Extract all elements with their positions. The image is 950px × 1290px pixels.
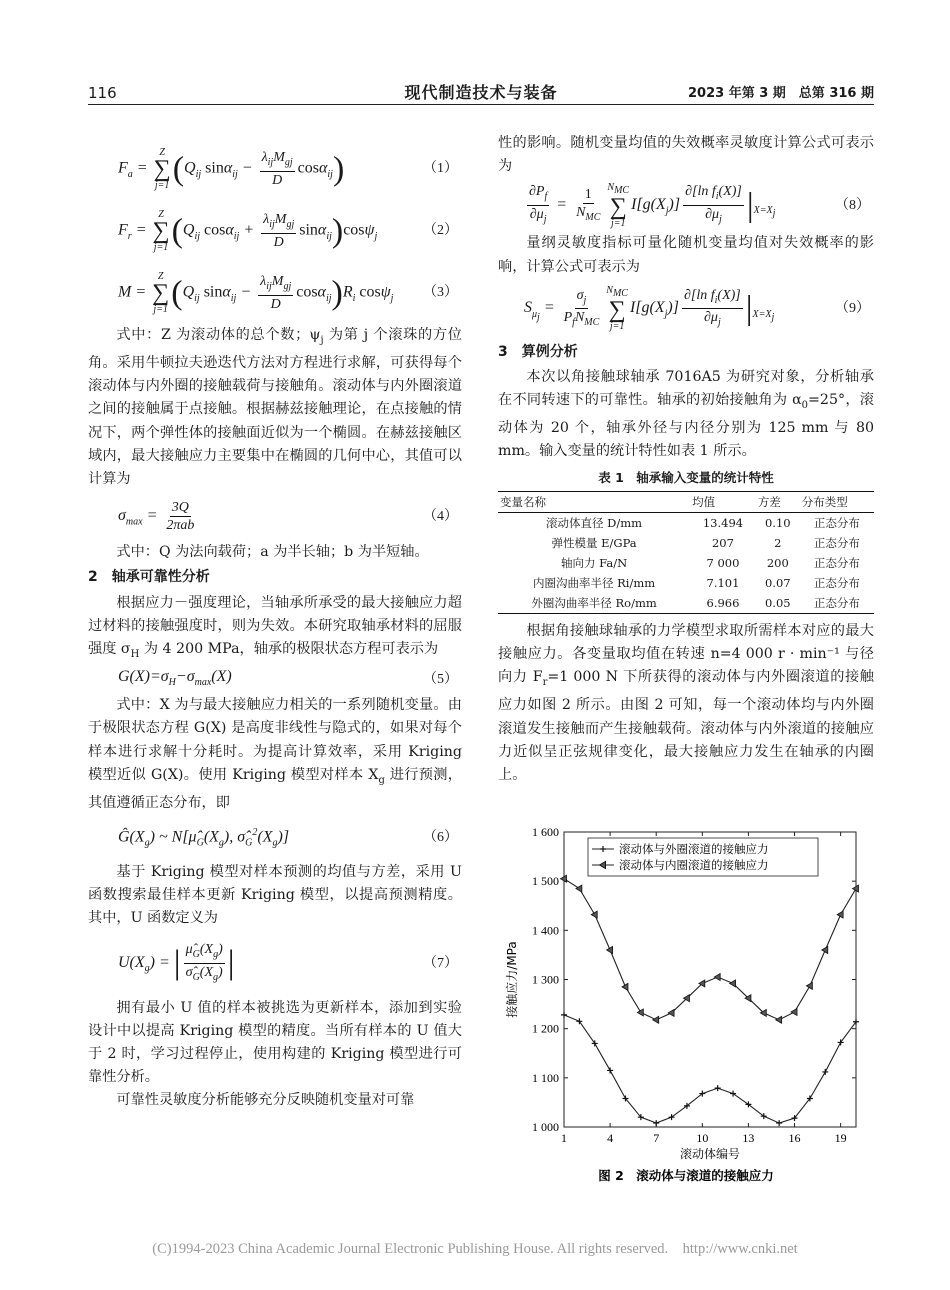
eq-number: （2）	[423, 223, 458, 239]
data-point	[715, 1085, 721, 1091]
data-point	[668, 1009, 674, 1016]
page-number: 116	[88, 84, 117, 102]
y-axis-label: 接触应力/MPa	[505, 941, 519, 1018]
equation-3: M = Z ∑ j=1 ($Q_{ij}$ sinα$_{ij}$ − $\frac{\lambda_{ij}M_{gj}}{D}$ $\cos\alpha_{ij})R_i$ cosψ$_j$ （3）	[118, 271, 458, 315]
left-column	[88, 138, 462, 1113]
paragraph: 式中：X 为与最大接触应力相关的一系列随机变量。由于极限状态方程 G(X) 是高度非线性与隐式的，如果对每个样本进行求解十分耗时。为提高计算效率，采用 Kriging 模型近似 G(X)。使用 Kriging 模型对样本 $X_g$ 进行预测，其值遵循正态分布，即	[88, 697, 462, 811]
x-axis-label: 滚动体编号	[679, 1147, 741, 1161]
x-tick-label: 10	[696, 1131, 709, 1145]
equation-5: $G(X)=\sigma_H-\sigma_{max}(X)$ （5）	[88, 666, 462, 694]
figure-caption: 图 2 滚动体与滚道的接触应力	[598, 1168, 774, 1183]
paragraph: 可靠性灵敏度分析能够充分反映随机变量对可靠	[116, 1092, 415, 1109]
data-point	[730, 980, 736, 987]
table-row: 弹性模量 E/GPa 207 2 正态分布	[551, 535, 860, 550]
eq-number: （7）	[423, 955, 458, 971]
y-tick-label: 1 500	[532, 874, 559, 889]
y-tick-label: 1 100	[532, 1070, 559, 1085]
table-header: 分布类型	[800, 491, 874, 512]
equation-1: $F_a$ = Z ∑ j=1 ($Q_{ij}$ sinα$_{ij}$ − $\frac{\lambda_{ij}M_{gj}}{D}$ cosα$_{ij}$) （1）	[118, 147, 458, 191]
eq-number: （4）	[423, 508, 458, 524]
y-tick-label: 1 400	[532, 923, 559, 938]
table-row: 滚动体直径 D/mm 13.494 0.10 正态分布	[546, 515, 860, 530]
equation-4: $\sigma_{max}$ = $\frac{3Q}{\text{2πab}}$ （4）	[118, 499, 458, 533]
eq-number: （9）	[835, 301, 870, 317]
paragraph: 量纲灵敏度指标可量化随机变量均值对失效概率的影响，计算公式可表示为	[498, 235, 874, 275]
eq-number: （6）	[423, 830, 458, 846]
x-tick-label: 4	[607, 1131, 614, 1145]
eq-number: （8）	[835, 197, 870, 213]
paragraph: 式中：Z 为滚动体的总个数；$\psi_j$ 为第 j 个滚珠的方位角。采用牛顿拉夫逊迭代方法对方程进行求解，可获得每个滚动体与内外圈的接触载荷与接触角。滚动体与内外圈滚道之间的接触属于点接触。根据赫兹接触理论，在点接触的情况下，两个弹性体的接触面近似为一个椭圆。在赫兹接触区域内，最大接触应力主要集中在椭圆的几何中心，其值可以计算为	[88, 327, 462, 488]
eq-number: （1）	[423, 161, 458, 177]
equation-7: $U(X_g)$ = | $\frac{\mû_G(X_g)}{\sigmâ_G(X_g)}$ | （7）	[118, 942, 458, 983]
x-tick-label: 16	[788, 1131, 801, 1145]
table-row: 内圈沟曲率半径 Ri/mm 7.101 0.07 正态分布	[532, 575, 860, 590]
eq-number: （3）	[423, 285, 458, 301]
x-tick-label: 7	[653, 1131, 660, 1145]
data-point	[776, 1016, 782, 1023]
x-tick-label: 1	[561, 1131, 567, 1145]
table-1	[498, 491, 874, 614]
data-point	[653, 1016, 659, 1023]
table-header: 变量名称	[498, 491, 690, 512]
data-point	[637, 1009, 643, 1016]
journal-title: 现代制造技术与装备	[404, 83, 558, 102]
x-tick-label: 19	[834, 1131, 847, 1145]
equation-6: $Ĝ(X_g)$ ~ $N[\mû_G(X_g)$, $\sigmâ_G^2(X_g)$] （6）	[118, 827, 458, 849]
data-point	[561, 1012, 567, 1018]
legend-label: 滚动体与外圈滚道的接触应力	[619, 842, 769, 856]
equation-8: $\frac{\partial P_f}{\partial\mu_j}$ = $\frac{1}{N_{MC}}$ $N_{MC}$ ∑ j=1 $I[g(X_j)]$ $\frac{\partial[\ln f_i(X)]}{\partial\mu_j}$ $|_{X=X_j}$ （8）	[529, 181, 870, 229]
paragraph: 本次以角接触球轴承 7016A5 为研究对象，分析轴承在不同转速下的可靠性。轴承的初始接触角为 $\alpha_0=25^\circ$，滚动体为 20 个，轴承外径与内径分别为 125 mm 与 80 mm。输入变量的统计特性如表 1 所示。	[498, 369, 874, 460]
paragraph: 根据角接触球轴承的力学模型求取所需样本对应的最大接触应力。各变量取均值在转速 n=4 000 r · min⁻¹ 与径向力 $F_r=1$ 000 N 下所获得的滚动体与内外圈滚道的接触应力如图 2 所示。由图 2 可知，每一个滚动体均与内外圈滚道发生接触而产生接触载荷。滚动体与内外滚道的接触应力近似呈正弦规律变化，最大接触应力发生在轴承的内圈上。	[498, 622, 874, 783]
series-line-1	[564, 1015, 856, 1123]
paragraph: 式中：Q 为法向载荷；a 为半长轴；b 为半短轴。	[116, 544, 429, 561]
table-header: 均值	[690, 491, 756, 512]
data-point	[607, 1067, 613, 1073]
data-point	[714, 974, 720, 981]
data-point	[576, 885, 582, 892]
page-header	[88, 78, 874, 105]
paragraph: 根据应力－强度理论，当轴承所承受的最大接触应力超过材料的接触强度时，则为失效。本研究取轴承材料的屈服强度 $\sigma_H$ 为 4 200 MPa，轴承的极限状态方程可表示为	[88, 594, 462, 660]
data-point	[653, 1120, 659, 1126]
table-row: 外圈沟曲率半径 Ro/mm 6.966 0.05 正态分布	[498, 593, 874, 614]
y-tick-label: 1 600	[532, 825, 559, 839]
data-point	[791, 1008, 797, 1015]
section-heading: 3 算例分析	[498, 343, 578, 360]
figure-2-chart	[498, 820, 874, 1190]
paragraph: 性的影响。随机变量均值的失效概率灵敏度计算公式可表示为	[498, 135, 874, 175]
x-tick-label: 13	[742, 1131, 755, 1145]
y-tick-label: 1 300	[532, 972, 559, 987]
data-point	[806, 982, 812, 989]
paragraph: 基于 Kriging 模型对样本预测的均值与方差，采用 U 函数搜索最佳样本更新 Kriging 模型，以提高预测精度。其中，U 函数定义为	[88, 863, 462, 927]
data-point	[776, 1120, 782, 1126]
table-caption: 表 1 轴承输入变量的统计特性	[598, 469, 774, 485]
y-tick-label: 1 200	[532, 1021, 559, 1036]
eq-number: （5）	[423, 672, 458, 688]
data-point	[822, 1069, 828, 1075]
section-heading: 2 轴承可靠性分析	[88, 569, 210, 586]
equation-2: $F_r$ = Z ∑ j=1 ($Q_{ij}$ cosα$_{ij}$ + $\frac{\lambda_{ij}M_{gj}}{D}$ sinα$_{ij}$)cosψ$_j$ （2）	[118, 209, 458, 253]
equation-9: $S_{\mu_j}$ = $\frac{\sigma_j}{P_fN_{MC}}$ $N_{MC}$ ∑ j=1 $I[g(X_j)]$ $\frac{\partial[\ln f_i(X)]}{\partial\mu_j}$ $|_{X=X_j}$ （9）	[524, 285, 870, 333]
y-tick-label: 1 000	[532, 1120, 559, 1134]
table-row: 轴向力 Fa/N 7 000 200 正态分布	[560, 555, 860, 570]
legend-label: 滚动体与内圈滚道的接触应力	[619, 858, 769, 872]
data-point	[591, 911, 597, 918]
right-column	[498, 132, 874, 787]
table-header: 方差	[756, 491, 800, 512]
copyright-footer: (C)1994-2023 China Academic Journal Electronic Publishing House. All rights reserved. http://www.cnki.net	[152, 1241, 798, 1257]
paragraph: 拥有最小 U 值的样本被挑选为更新样本，添加到实验设计中以提高 Kriging 模型的精度。当所有样本的 U 值大于 2 时，学习过程停止，使用构建的 Kriging 模型进行可靠性分析。	[88, 999, 462, 1086]
issue-info: 2023 年第 3 期 总第 316 期	[688, 86, 874, 101]
